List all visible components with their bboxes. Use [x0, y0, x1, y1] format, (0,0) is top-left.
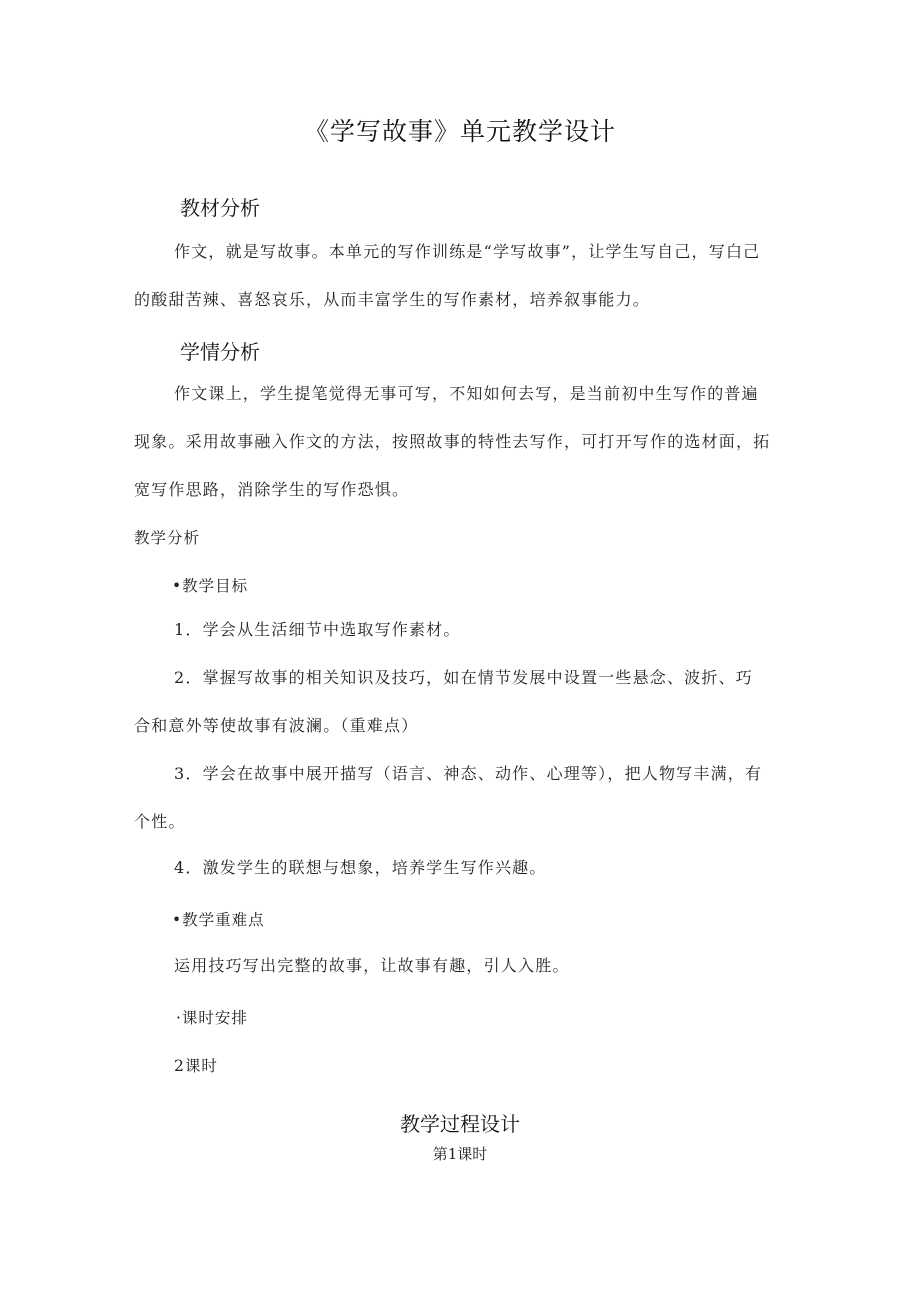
goal-item-continued: 合和意外等使故事有波澜。（重难点）: [134, 716, 419, 735]
schedule-text: 2课时: [174, 1057, 218, 1075]
key-points-text: 运用技巧写出完整的故事，让故事有趣，引人入胜。: [174, 956, 570, 975]
goal-item: 1．学会从生活细节中选取写作素材。: [174, 620, 461, 639]
goal-item: 4．激发学生的联想与想象，培养学生写作兴趣。: [174, 858, 547, 877]
paragraph-line: 的酸甜苦辣、喜怒哀乐，从而丰富学生的写作素材，培养叙事能力。: [134, 290, 651, 309]
paragraph-line: 作文，就是写故事。本单元的写作训练是“学写故事”，让学生写自己，写白己: [174, 242, 761, 261]
subsection-label-schedule: ·课时安排: [176, 1009, 248, 1027]
process-subheading: 第1课时: [432, 1145, 488, 1163]
document-title: 《学写故事》单元教学设计: [303, 117, 616, 146]
paragraph-line: 宽写作思路，消除学生的写作恐惧。: [134, 480, 410, 499]
paragraph-line: 作文课上，学生提笔觉得无事可写，不知如何去写，是当前初中生写作的普遍: [174, 384, 759, 403]
goal-item: 3．学会在故事中展开描写（语言、神态、动作、心理等），把人物写丰满，有: [174, 764, 763, 783]
section-heading-learner: 学情分析: [180, 340, 260, 364]
section-heading-material: 教材分析: [180, 196, 260, 220]
subsection-label-goals: •教学目标: [172, 577, 249, 595]
goal-item: 2．掌握写故事的相关知识及技巧，如在情节发展中设置一些悬念、波折、巧: [174, 668, 753, 687]
section-heading-teaching: 教学分析: [134, 529, 201, 547]
subsection-label-key-points: •教学重难点: [172, 911, 265, 929]
goal-item-continued: 个性。: [134, 812, 186, 831]
process-heading: 教学过程设计: [400, 1112, 520, 1136]
paragraph-line: 现象。采用故事融入作文的方法，按照故事的特性去写作，可打开写作的选材面，拓: [134, 432, 771, 451]
